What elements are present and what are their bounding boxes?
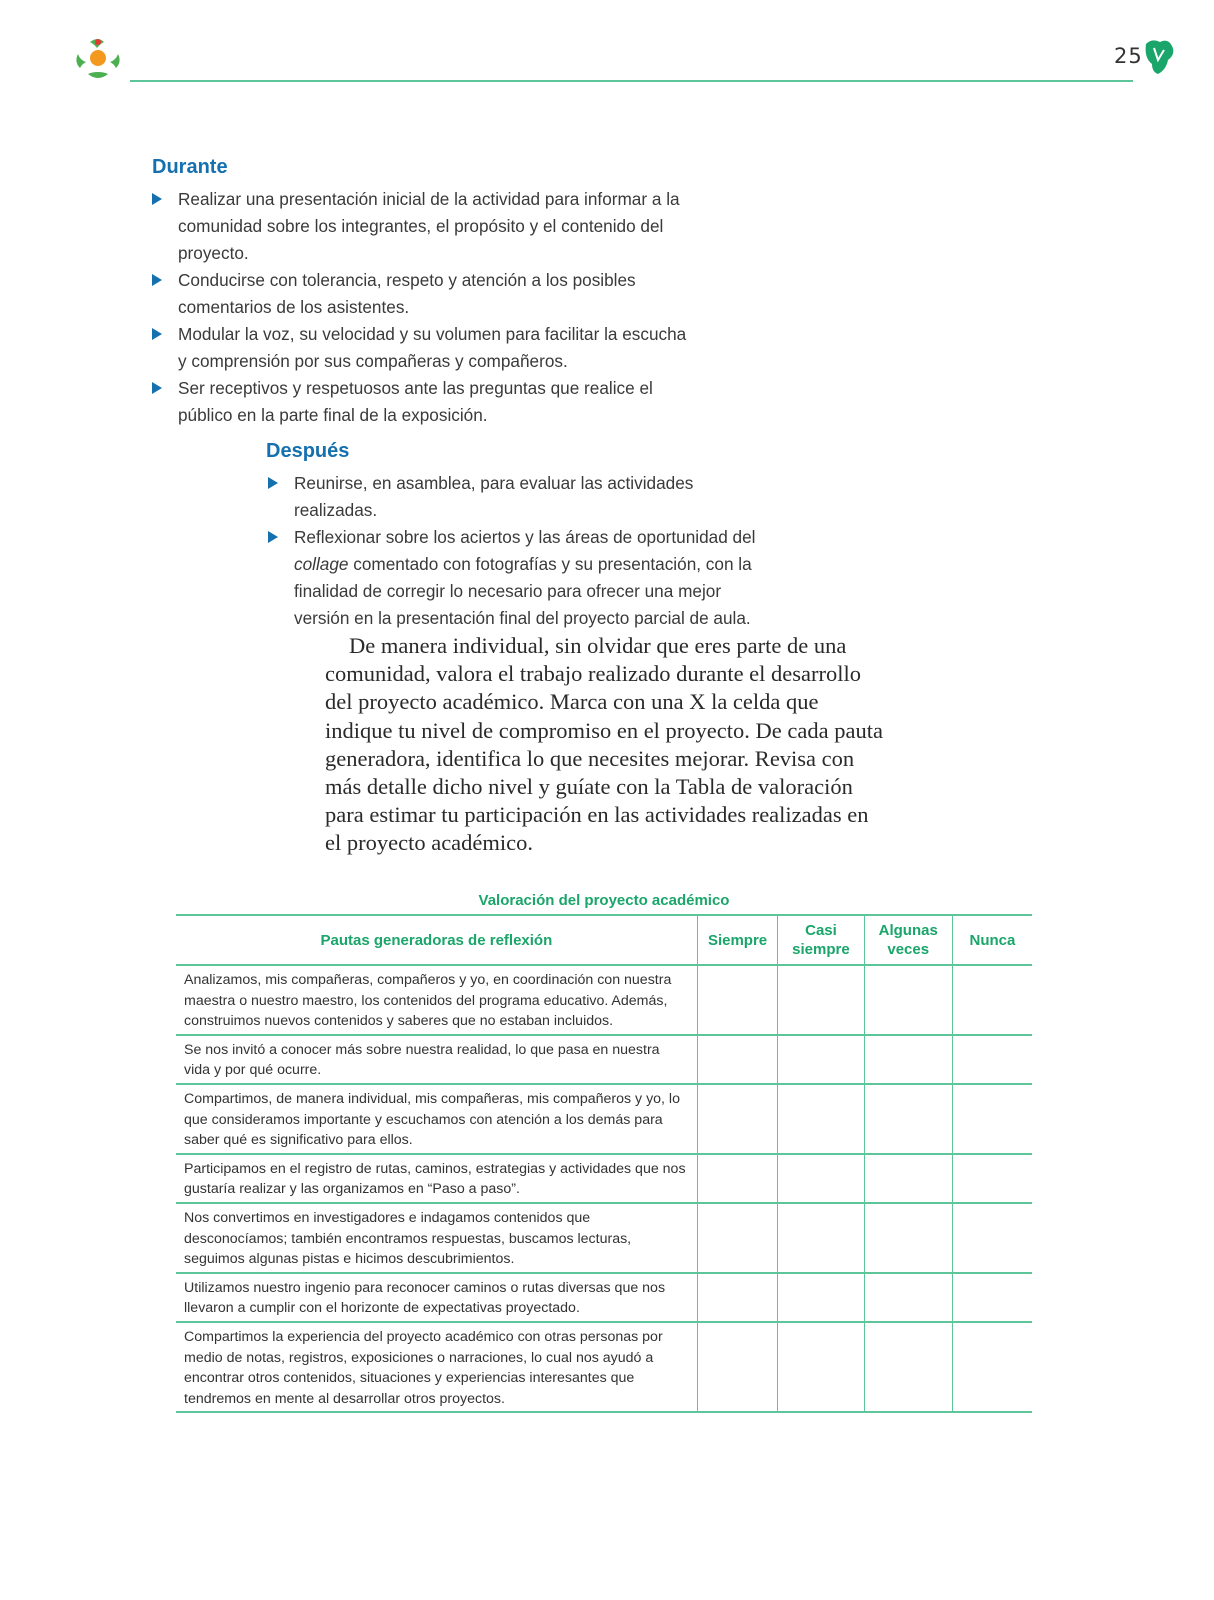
table-row	[176, 1084, 1032, 1154]
triangle-bullet-icon	[268, 531, 278, 543]
list-item-text-after: comentado con fotografías y su presentación, con la finalidad de corregir lo necesario para ofrecer una mejor versión en la presentación final del proyecto parcial de aula.	[294, 554, 752, 628]
header-siempre: Siempre	[697, 915, 778, 965]
pauta-cell: Participamos en el registro de rutas, caminos, estrategias y actividades que nos gustaría realizar y las organizamos en “Paso a paso”.	[176, 1154, 697, 1203]
list-item-text: Conducirse con tolerancia, respeto y atención a los posibles comentarios de los asistentes.	[178, 270, 636, 317]
pauta-cell: Utilizamos nuestro ingenio para reconocer caminos o rutas diversas que nos llevaron a cumplir con el horizonte de expectativas proyectado.	[176, 1273, 697, 1322]
list-item-text-before: Reflexionar sobre los aciertos y las áreas de oportunidad del	[294, 527, 756, 547]
casi-siempre-cell[interactable]	[778, 1203, 864, 1273]
list-item-text-italic: collage	[294, 554, 349, 574]
algunas-veces-cell[interactable]	[864, 1084, 952, 1154]
siempre-cell[interactable]	[697, 1203, 778, 1273]
list-item	[150, 186, 690, 267]
triangle-bullet-icon	[152, 382, 162, 394]
nunca-cell[interactable]	[952, 1084, 1032, 1154]
nunca-cell[interactable]	[952, 1035, 1032, 1084]
list-item	[266, 524, 766, 632]
list-item	[266, 470, 766, 524]
instructions-paragraph: De manera individual, sin olvidar que eres parte de una comunidad, valora el trabajo realizado durante el desarrollo del proyecto académico. Marca con una X la celda que indique tu nivel de compromiso en el proyecto. De cada pauta generadora, identifica lo que necesites mejorar. Revisa con más detalle dicho nivel y guíate con la Tabla de valoración para estimar tu participación en las actividades realizadas en el proyecto académico.	[325, 633, 883, 856]
pauta-cell: Compartimos la experiencia del proyecto académico con otras personas por medio de notas, registros, exposiciones o narraciones, lo cual nos ayudó a encontrar otros contenidos, situaciones y experiencias interesantes que tendremos en mente al desarrollar otros proyectos.	[176, 1322, 697, 1412]
casi-siempre-cell[interactable]	[778, 1084, 864, 1154]
algunas-veces-cell[interactable]	[864, 1322, 952, 1412]
siempre-cell[interactable]	[697, 965, 778, 1035]
algunas-veces-cell[interactable]	[864, 1154, 952, 1203]
casi-siempre-cell[interactable]	[778, 1154, 864, 1203]
list-item-text: Reunirse, en asamblea, para evaluar las actividades realizadas.	[294, 473, 694, 520]
durante-list	[150, 186, 690, 429]
pauta-cell: Nos convertimos en investigadores e indagamos contenidos que desconocíamos; también encontramos respuestas, buscamos lecturas, seguimos algunas pistas e hicimos descubrimientos.	[176, 1203, 697, 1273]
nunca-cell[interactable]	[952, 965, 1032, 1035]
table-row	[176, 1035, 1032, 1084]
header-nunca: Nunca	[952, 915, 1032, 965]
pauta-cell: Se nos invitó a conocer más sobre nuestra realidad, lo que pasa en nuestra vida y por qué ocurre.	[176, 1035, 697, 1084]
list-item-text: Realizar una presentación inicial de la actividad para informar a la comunidad sobre los integrantes, el propósito y el contenido del proyecto.	[178, 189, 680, 263]
page-number: 25	[1114, 44, 1143, 68]
green-figure-icon	[1142, 38, 1176, 76]
table-row	[176, 1322, 1032, 1412]
flower-logo-icon	[72, 34, 124, 86]
algunas-veces-cell[interactable]	[864, 1035, 952, 1084]
nunca-cell[interactable]	[952, 1203, 1032, 1273]
pauta-cell: Analizamos, mis compañeras, compañeros y yo, en coordinación con nuestra maestra o nuestro maestro, los contenidos del programa educativo. Además, construimos nuevos contenidos y saberes que no estaban incluidos.	[176, 965, 697, 1035]
durante-title: Durante	[152, 156, 228, 178]
algunas-veces-cell[interactable]	[864, 1203, 952, 1273]
casi-siempre-cell[interactable]	[778, 1035, 864, 1084]
pauta-cell: Compartimos, de manera individual, mis compañeras, mis compañeros y yo, lo que consideramos importante y escuchamos con atención a los demás para saber qué es significativo para ellos.	[176, 1084, 697, 1154]
despues-title: Después	[266, 440, 350, 462]
siempre-cell[interactable]	[697, 1322, 778, 1412]
nunca-cell[interactable]	[952, 1273, 1032, 1322]
list-item	[150, 267, 690, 321]
triangle-bullet-icon	[152, 193, 162, 205]
header-rule	[130, 80, 1133, 82]
table-title: Valoración del proyecto académico	[478, 892, 730, 909]
list-item-text: Ser receptivos y respetuosos ante las preguntas que realice el público en la parte final de la exposición.	[178, 378, 653, 425]
table-row	[176, 1273, 1032, 1322]
casi-siempre-cell[interactable]	[778, 965, 864, 1035]
header-pautas: Pautas generadoras de reflexión	[176, 915, 697, 965]
header-casi-siempre: Casi siempre	[778, 915, 864, 965]
siempre-cell[interactable]	[697, 1084, 778, 1154]
siempre-cell[interactable]	[697, 1154, 778, 1203]
triangle-bullet-icon	[152, 328, 162, 340]
algunas-veces-cell[interactable]	[864, 1273, 952, 1322]
table-header-row	[176, 915, 1032, 965]
casi-siempre-cell[interactable]	[778, 1273, 864, 1322]
valoracion-table	[176, 914, 1032, 1413]
triangle-bullet-icon	[152, 274, 162, 286]
header-algunas-veces: Algunas veces	[864, 915, 952, 965]
siempre-cell[interactable]	[697, 1035, 778, 1084]
nunca-cell[interactable]	[952, 1154, 1032, 1203]
list-item	[150, 321, 690, 375]
table-row	[176, 965, 1032, 1035]
algunas-veces-cell[interactable]	[864, 965, 952, 1035]
table-row	[176, 1154, 1032, 1203]
casi-siempre-cell[interactable]	[778, 1322, 864, 1412]
list-item-text: Modular la voz, su velocidad y su volumen para facilitar la escucha y comprensión por sus compañeras y compañeros.	[178, 324, 687, 371]
triangle-bullet-icon	[268, 477, 278, 489]
siempre-cell[interactable]	[697, 1273, 778, 1322]
table-row	[176, 1203, 1032, 1273]
nunca-cell[interactable]	[952, 1322, 1032, 1412]
list-item	[150, 375, 690, 429]
despues-list	[266, 470, 766, 632]
